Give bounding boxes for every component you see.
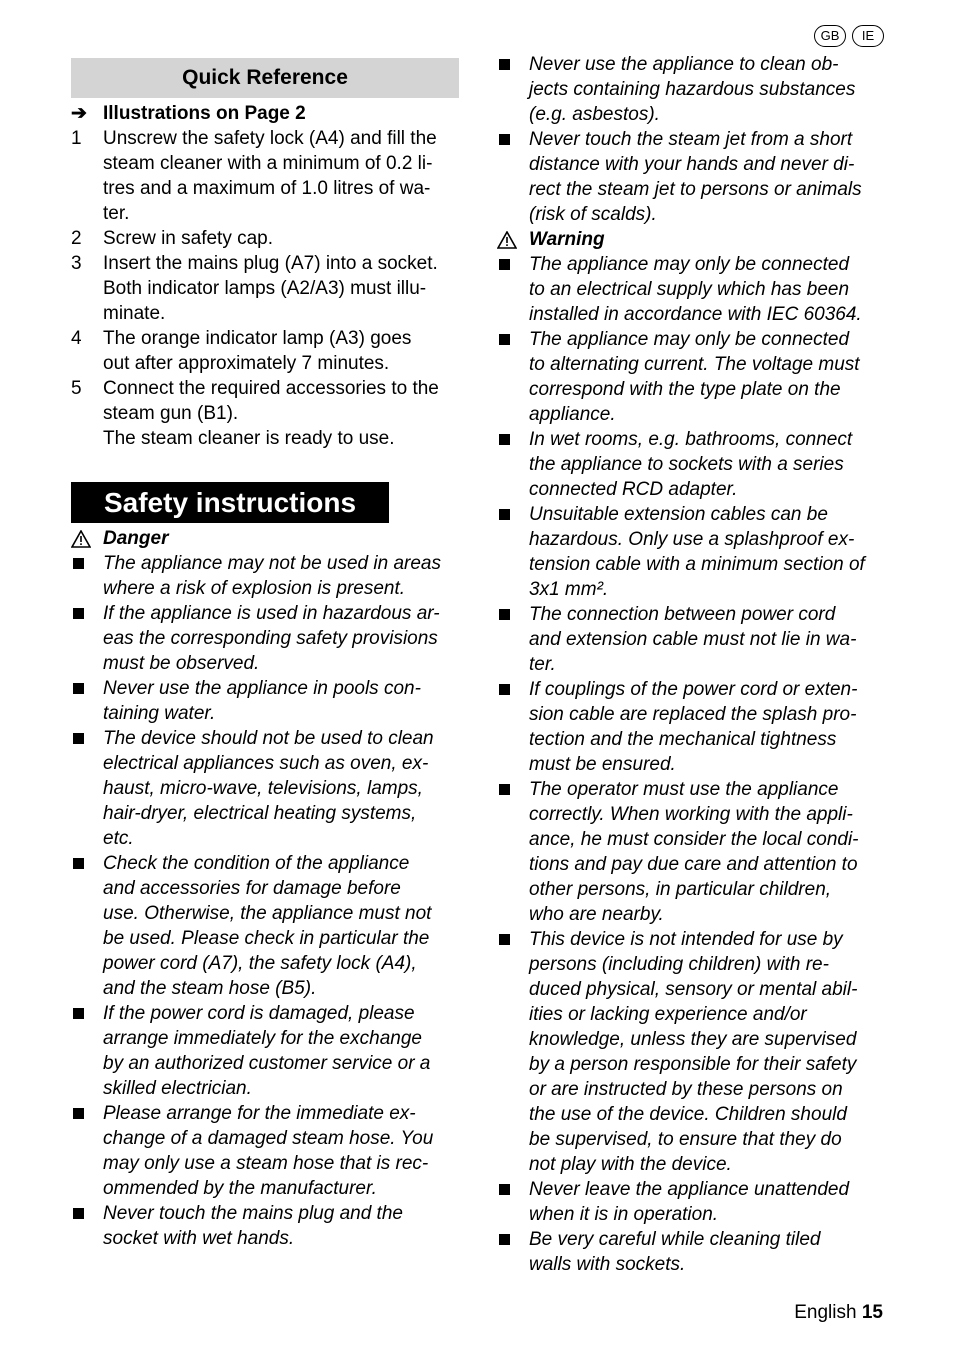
text-line: eas the corresponding safety provisions (103, 628, 438, 649)
lang-badge-gb: GB (814, 25, 846, 47)
text-line: by a person responsible for their safety (529, 1054, 857, 1075)
square-bullet-icon (71, 551, 103, 601)
bullet-item (71, 1101, 459, 1201)
bullet-item (497, 677, 885, 777)
text-line: duced physical, sensory or mental abil- (529, 979, 858, 1000)
step-number: 1 (71, 128, 82, 149)
language-badges (814, 25, 884, 47)
text-line: steam gun (B1). (103, 403, 239, 424)
danger-list (71, 551, 459, 1251)
danger-list-continued (497, 52, 885, 227)
square-bullet-icon (71, 1001, 103, 1101)
square-bullet-icon (497, 777, 529, 927)
bullet-text (103, 726, 459, 851)
bullet-text (103, 851, 459, 1001)
bullet-item (497, 127, 885, 227)
left-column (71, 58, 459, 1251)
step-number: 2 (71, 228, 82, 249)
text-line: Please arrange for the immediate ex- (103, 1103, 416, 1124)
square-bullet-icon (71, 601, 103, 676)
bullet-text (529, 777, 885, 927)
text-line: rect the steam jet to persons or animals (529, 179, 862, 200)
step-text (103, 226, 459, 251)
warning-list (497, 252, 885, 1277)
illustrations-text: Illustrations on Page 2 (103, 103, 306, 124)
text-line: knowledge, unless they are supervised (529, 1029, 857, 1050)
text-line: In wet rooms, e.g. bathrooms, connect (529, 429, 853, 450)
text-line: change of a damaged steam hose. You (103, 1128, 434, 1149)
text-line: The steam cleaner is ready to use. (103, 428, 395, 449)
bullet-text (103, 1101, 459, 1201)
bullet-text (103, 676, 459, 726)
text-line: ommended by the manufacturer. (103, 1178, 377, 1199)
text-line: distance with your hands and never di- (529, 154, 855, 175)
text-line: tions and pay due care and attention to (529, 854, 858, 875)
square-bullet-icon (71, 726, 103, 851)
bullet-text (529, 502, 885, 602)
quick-reference-steps (71, 126, 459, 451)
text-line: appliance. (529, 404, 616, 425)
danger-label: Danger (103, 528, 169, 549)
bullet-text (529, 52, 885, 127)
square-bullet-icon (497, 427, 529, 502)
text-line: (risk of scalds). (529, 204, 657, 225)
text-line: Unscrew the safety lock (A4) and fill the (103, 128, 437, 149)
text-line: tection and the mechanical tightness (529, 729, 837, 750)
square-bullet-icon (497, 677, 529, 777)
text-line: not play with the device. (529, 1154, 732, 1175)
square-bullet-icon (497, 1177, 529, 1227)
square-bullet-icon (497, 127, 529, 227)
bullet-text (529, 427, 885, 502)
text-line: who are nearby. (529, 904, 664, 925)
bullet-text (103, 601, 459, 676)
warning-label: Warning (529, 229, 605, 250)
warning-triangle-icon (497, 227, 529, 252)
square-bullet-icon (497, 602, 529, 677)
lang-badge-ie: IE (852, 25, 884, 47)
bullet-item (71, 551, 459, 601)
bullet-item (497, 327, 885, 427)
text-line: hazardous. Only use a splashproof ex- (529, 529, 855, 550)
step-text (103, 326, 459, 376)
text-line: or are instructed by these persons on (529, 1079, 843, 1100)
text-line: persons (including children) with re- (529, 954, 829, 975)
text-line: where a risk of explosion is present. (103, 578, 406, 599)
bullet-item (71, 1001, 459, 1101)
quick-reference-step (71, 226, 459, 251)
safety-instructions-heading: Safety instructions (71, 482, 389, 523)
bullet-text (529, 327, 885, 427)
text-line: be used. Please check in particular the (103, 928, 430, 949)
text-line: 3x1 mm². (529, 579, 609, 600)
text-line: sion cable are replaced the splash pro- (529, 704, 857, 725)
danger-heading (71, 526, 459, 551)
bullet-item (71, 601, 459, 676)
bullet-text (529, 602, 885, 677)
bullet-text (529, 927, 885, 1177)
text-line: If couplings of the power cord or exten- (529, 679, 858, 700)
text-line: Never touch the mains plug and the (103, 1203, 403, 1224)
text-line: ter. (529, 654, 556, 675)
quick-reference-heading: Quick Reference (71, 58, 459, 98)
bullet-item (497, 927, 885, 1177)
text-line: must be ensured. (529, 754, 676, 775)
footer-language: English (794, 1302, 857, 1323)
step-text (103, 251, 459, 326)
text-line: the appliance to sockets with a series (529, 454, 844, 475)
bullet-text (529, 252, 885, 327)
square-bullet-icon (497, 52, 529, 127)
text-line: The operator must use the appliance (529, 779, 839, 800)
text-line: must be observed. (103, 653, 260, 674)
text-line: correctly. When working with the appli- (529, 804, 853, 825)
text-line: The connection between power cord (529, 604, 836, 625)
text-line: Screw in safety cap. (103, 228, 274, 249)
text-line: Check the condition of the appliance (103, 853, 410, 874)
quick-reference-step (71, 126, 459, 226)
text-line: may only use a steam hose that is rec- (103, 1153, 429, 1174)
right-column (497, 52, 885, 1277)
text-line: correspond with the type plate on the (529, 379, 841, 400)
square-bullet-icon (497, 1227, 529, 1277)
bullet-item (497, 52, 885, 127)
square-bullet-icon (71, 851, 103, 1001)
bullet-item (497, 252, 885, 327)
text-line: Never touch the steam jet from a short (529, 129, 853, 150)
bullet-text (529, 1177, 885, 1227)
bullet-text (103, 1201, 459, 1251)
bullet-text (103, 551, 459, 601)
step-text (103, 126, 459, 226)
text-line: etc. (103, 828, 134, 849)
text-line: The appliance may only be connected (529, 254, 850, 275)
text-line: Never leave the appliance unattended (529, 1179, 850, 1200)
text-line: walls with sockets. (529, 1254, 686, 1275)
bullet-item (497, 1227, 885, 1277)
text-line: Insert the mains plug (A7) into a socket. (103, 253, 438, 274)
text-line: skilled electrician. (103, 1078, 252, 1099)
square-bullet-icon (497, 327, 529, 427)
bullet-item (71, 676, 459, 726)
text-line: and extension cable must not lie in wa- (529, 629, 857, 650)
bullet-item (497, 1177, 885, 1227)
step-number: 5 (71, 378, 82, 399)
text-line: The device should not be used to clean (103, 728, 434, 749)
square-bullet-icon (497, 252, 529, 327)
illustrations-reference (71, 101, 459, 126)
text-line: tension cable with a minimum section of (529, 554, 865, 575)
square-bullet-icon (497, 927, 529, 1177)
square-bullet-icon (497, 502, 529, 602)
text-line: to an electrical supply which has been (529, 279, 850, 300)
bullet-item (497, 602, 885, 677)
bullet-text (529, 127, 885, 227)
text-line: the use of the device. Children should (529, 1104, 847, 1125)
text-line: connected RCD adapter. (529, 479, 738, 500)
bullet-item (497, 777, 885, 927)
text-line: by an authorized customer service or a (103, 1053, 431, 1074)
warning-heading (497, 227, 885, 252)
text-line: and the steam hose (B5). (103, 978, 317, 999)
bullet-item (497, 427, 885, 502)
step-number: 3 (71, 253, 82, 274)
text-line: Never use the appliance in pools con- (103, 678, 421, 699)
text-line: Never use the appliance to clean ob- (529, 54, 839, 75)
text-line: jects containing hazardous substances (529, 79, 856, 100)
text-line: out after approximately 7 minutes. (103, 353, 390, 374)
bullet-item (497, 502, 885, 602)
quick-reference-step (71, 251, 459, 326)
text-line: electrical appliances such as oven, ex- (103, 753, 429, 774)
text-line: This device is not intended for use by (529, 929, 843, 950)
text-line: taining water. (103, 703, 216, 724)
bullet-item (71, 851, 459, 1001)
page-number: 15 (861, 1302, 883, 1323)
text-line: ter. (103, 203, 130, 224)
text-line: ities or lacking experience and/or (529, 1004, 807, 1025)
text-line: steam cleaner with a minimum of 0.2 li- (103, 153, 433, 174)
text-line: If the power cord is damaged, please (103, 1003, 415, 1024)
bullet-text (103, 1001, 459, 1101)
text-line: use. Otherwise, the appliance must not (103, 903, 432, 924)
arrow-right-icon: ➔ (71, 103, 87, 124)
step-number: 4 (71, 328, 82, 349)
text-line: (e.g. asbestos). (529, 104, 660, 125)
quick-reference-step (71, 326, 459, 376)
bullet-text (529, 677, 885, 777)
square-bullet-icon (71, 1201, 103, 1251)
text-line: Unsuitable extension cables can be (529, 504, 828, 525)
bullet-text (529, 1227, 885, 1277)
text-line: be supervised, to ensure that they do (529, 1129, 842, 1150)
text-line: installed in accordance with IEC 60364. (529, 304, 862, 325)
text-line: Both indicator lamps (A2/A3) must illu- (103, 278, 427, 299)
text-line: Connect the required accessories to the (103, 378, 439, 399)
text-line: ance, he must consider the local condi- (529, 829, 859, 850)
text-line: tres and a maximum of 1.0 litres of wa- (103, 178, 431, 199)
bullet-item (71, 726, 459, 851)
text-line: socket with wet hands. (103, 1228, 295, 1249)
text-line: minate. (103, 303, 166, 324)
text-line: The appliance may only be connected (529, 329, 850, 350)
text-line: when it is in operation. (529, 1204, 719, 1225)
text-line: power cord (A7), the safety lock (A4), (103, 953, 417, 974)
text-line: and accessories for damage before (103, 878, 401, 899)
square-bullet-icon (71, 1101, 103, 1201)
text-line: to alternating current. The voltage must (529, 354, 860, 375)
text-line: hair-dryer, electrical heating systems, (103, 803, 417, 824)
text-line: Be very careful while cleaning tiled (529, 1229, 821, 1250)
warning-triangle-icon (71, 526, 103, 551)
text-line: arrange immediately for the exchange (103, 1028, 422, 1049)
text-line: If the appliance is used in hazardous ar- (103, 603, 440, 624)
text-line: other persons, in particular children, (529, 879, 832, 900)
square-bullet-icon (71, 676, 103, 726)
text-line: The orange indicator lamp (A3) goes (103, 328, 412, 349)
page-footer (794, 1302, 883, 1324)
quick-reference-step (71, 376, 459, 451)
step-text (103, 376, 459, 451)
text-line: The appliance may not be used in areas (103, 553, 441, 574)
bullet-item (71, 1201, 459, 1251)
text-line: haust, micro-wave, televisions, lamps, (103, 778, 423, 799)
